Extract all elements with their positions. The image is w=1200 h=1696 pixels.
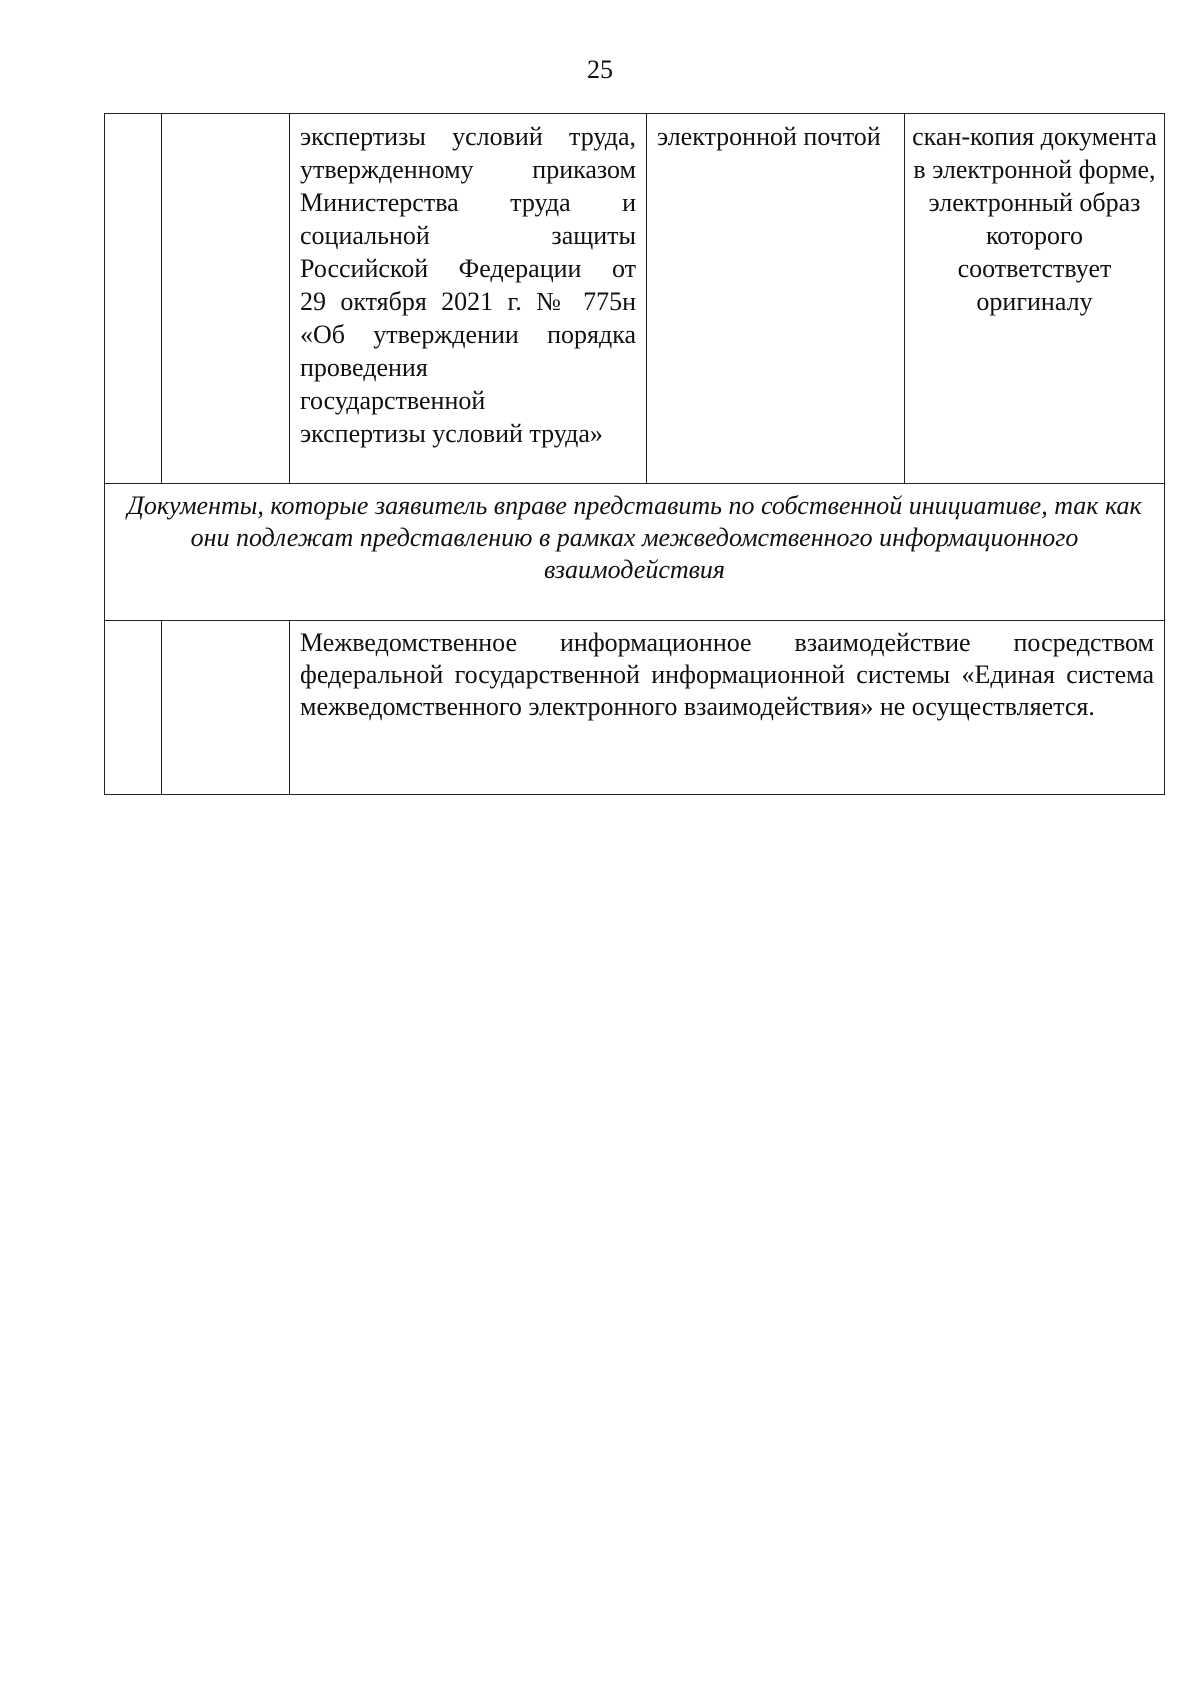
requirements-line: социальной защиты — [300, 221, 636, 250]
requirements-line: утвержденному приказом — [300, 155, 636, 184]
requirements-line: экспертизы условий труда» — [300, 419, 603, 448]
submission-method-cell: электронной почтой — [647, 114, 905, 484]
requirements-line: государственной — [300, 386, 486, 415]
document-form-cell: скан-копия документа в электронной форме, электронный образ которого соответствует оригиналу — [905, 114, 1165, 484]
requirements-line: Российской Федерации от — [300, 254, 636, 283]
requirements-cell — [290, 114, 647, 484]
requirements-line: 29 октября 2021 г. № 775н — [300, 287, 636, 316]
requirements-line: экспертизы условий труда, — [300, 122, 636, 151]
requirements-line: Министерства труда и — [300, 188, 636, 217]
section-heading: Документы, которые заявитель вправе представить по собственной инициативе, так как они подлежат представлению в рамках межведомственного информационного взаимодействия — [105, 484, 1165, 621]
table-row — [105, 484, 1165, 621]
requirements-line: проведения — [300, 353, 428, 382]
documents-table — [104, 113, 1165, 795]
requirements-line: «Об утверждении порядка — [300, 320, 636, 349]
row-number-cell — [105, 621, 162, 795]
row-number-cell — [105, 114, 162, 484]
page-number: 25 — [587, 55, 613, 84]
table-row — [105, 621, 1165, 795]
document-name-cell — [162, 621, 290, 795]
interagency-note-cell: Межведомственное информационное взаимодействие посредством федеральной государственной информационной системы «Единая система межведомственного электронного взаимодействия» не осуществляется. — [290, 621, 1165, 795]
table-row — [105, 114, 1165, 484]
document-name-cell — [162, 114, 290, 484]
